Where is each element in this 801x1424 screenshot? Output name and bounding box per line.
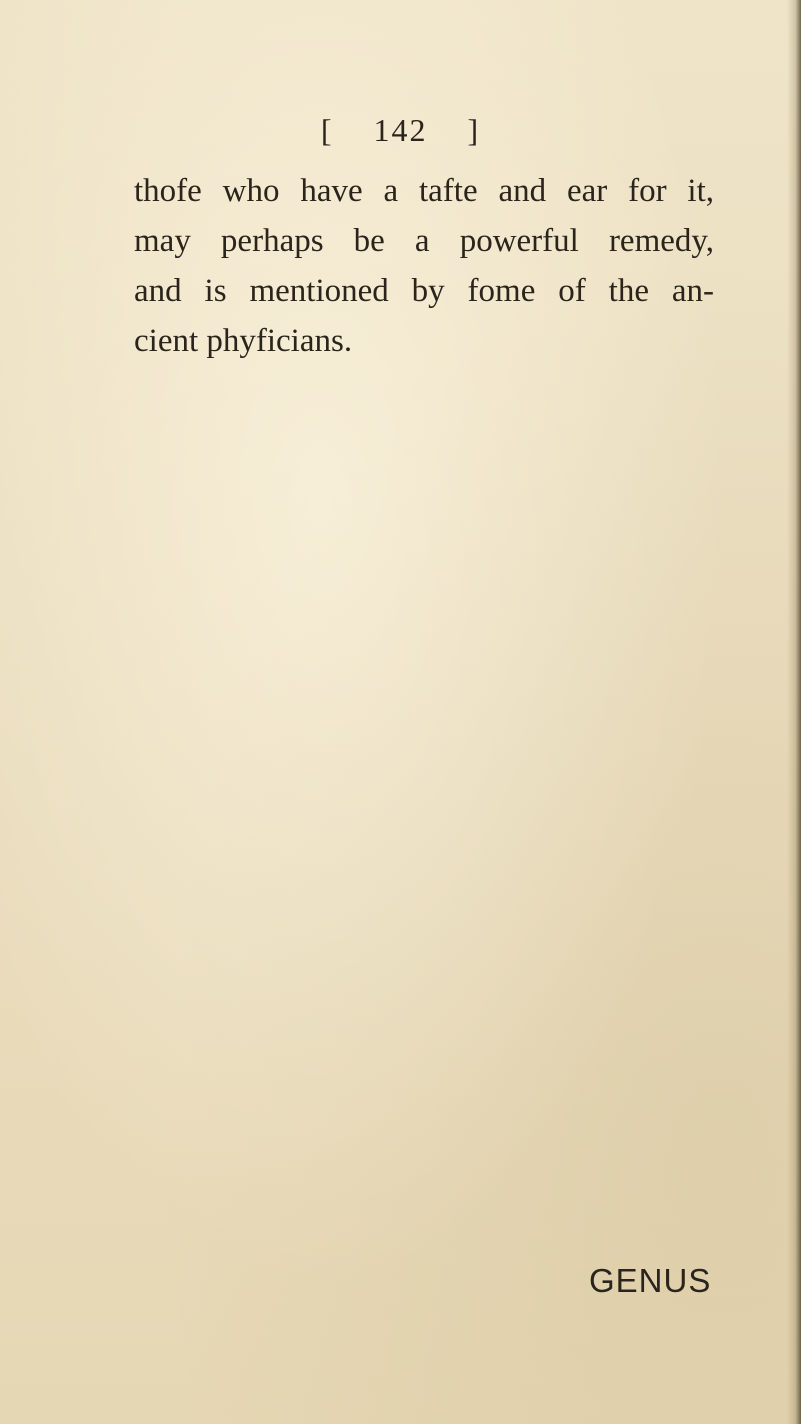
bracket-right: ]: [467, 112, 481, 148]
body-paragraph: [134, 166, 714, 366]
text-line: and is mentioned by fome of the an-: [134, 273, 714, 309]
page-edge-shadow: [787, 0, 801, 1424]
page-header: [0, 112, 801, 149]
text-line: cient phyficians.: [134, 323, 353, 359]
bracket-left: [: [320, 112, 334, 148]
text-line: may perhaps be a powerful remedy,: [134, 223, 714, 259]
page-number: 142: [373, 112, 428, 148]
text-line: thofe who have a tafte and ear for it,: [134, 173, 714, 209]
catchword: GENUS: [589, 1262, 712, 1299]
